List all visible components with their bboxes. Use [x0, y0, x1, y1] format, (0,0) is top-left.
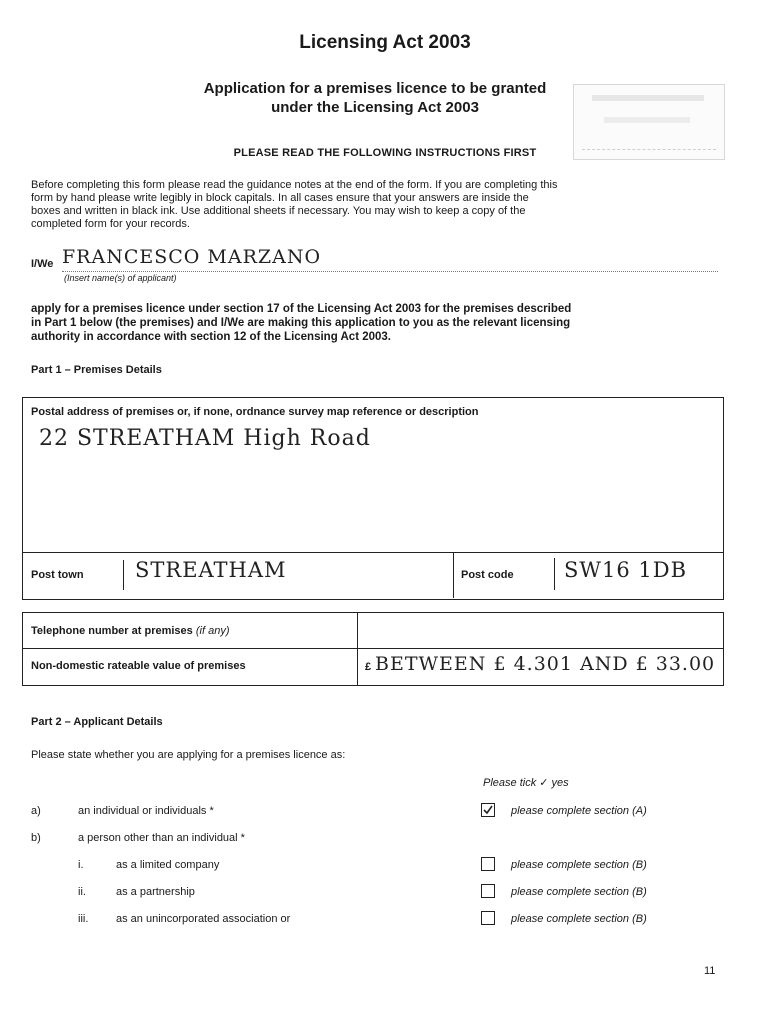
post-town-label: Post town: [31, 569, 84, 581]
table-row-divider: [23, 648, 723, 649]
telephone-label: [31, 625, 229, 637]
tick-column-header: Please tick ✓ yes: [483, 777, 569, 789]
option-marker: ii.: [78, 886, 86, 898]
option-marker: b): [31, 832, 41, 844]
address-value[interactable]: 22 STREATHAM High Road: [39, 426, 371, 451]
instructions-line: form by hand please write legibly in block capitals. In all cases ensure that your answers are inside the: [31, 192, 529, 204]
option-marker: i.: [78, 859, 84, 871]
premises-address-box: [22, 397, 724, 600]
address-divider: [23, 552, 723, 553]
part1-heading: Part 1 – Premises Details: [31, 364, 162, 376]
limited-company-checkbox[interactable]: [481, 857, 495, 871]
instructions-line: boxes and written in black ink. Use additional sheets if necessary. You may wish to keep a copy of the: [31, 205, 526, 217]
part2-heading: Part 2 – Applicant Details: [31, 716, 163, 728]
application-subtitle-line2: under the Licensing Act 2003: [271, 99, 479, 116]
option-individual-text: an individual or individuals *: [78, 805, 214, 817]
declaration-line: apply for a premises licence under section 17 of the Licensing Act 2003 for the premises described: [31, 303, 572, 315]
declaration-line: in Part 1 below (the premises) and I/We are making this application to you as the relevant licensing: [31, 317, 571, 329]
applicant-label: I/We: [31, 258, 54, 270]
telephone-hint: (if any): [195, 625, 230, 637]
option-partnership-text: as a partnership: [116, 886, 195, 898]
option-unincorporated-text: as an unincorporated association or: [116, 913, 291, 925]
rateable-currency-prefix: £: [365, 661, 372, 673]
post-code-separator: [453, 552, 454, 598]
option-unincorporated-tick-text: please complete section (B): [511, 913, 647, 925]
individual-checkbox[interactable]: [481, 803, 495, 817]
option-non-individual-text: a person other than an individual *: [78, 832, 245, 844]
post-code-value-separator: [554, 558, 555, 590]
post-town-value[interactable]: STREATHAM: [135, 558, 287, 582]
page-number: 11: [704, 965, 716, 977]
option-limited-company-tick-text: please complete section (B): [511, 859, 647, 871]
telephone-label-text: Telephone number at premises: [31, 625, 193, 637]
telephone-value[interactable]: [365, 619, 715, 643]
declaration-paragraph: [31, 302, 731, 344]
option-individual-tick-text: please complete section (A): [511, 805, 647, 817]
post-code-label: Post code: [461, 569, 514, 581]
instructions-heading: PLEASE READ THE FOLLOWING INSTRUCTIONS FIRST: [233, 147, 537, 159]
rateable-value[interactable]: BETWEEN £ 4.301 AND £ 33.00: [375, 653, 716, 675]
declaration-line: authority in accordance with section 12 of the Licensing Act 2003.: [31, 331, 391, 343]
telephone-rateable-table: [22, 612, 724, 686]
option-marker: iii.: [78, 913, 89, 925]
instructions-line: completed form for your records.: [31, 218, 190, 230]
option-marker: a): [31, 805, 41, 817]
option-partnership-tick-text: please complete section (B): [511, 886, 647, 898]
application-subtitle-line1: Application for a premises licence to be granted: [203, 80, 547, 97]
applicant-name-underline: [62, 271, 718, 272]
instructions-paragraph: [31, 179, 731, 231]
instructions-line: Before completing this form please read the guidance notes at the end of the form. If you are completing this: [31, 179, 558, 191]
option-limited-company-text: as a limited company: [116, 859, 220, 871]
rateable-value-label: Non-domestic rateable value of premises: [31, 660, 246, 672]
post-code-value[interactable]: SW16 1DB: [564, 558, 687, 582]
applicant-name-hint: (Insert name(s) of applicant): [64, 273, 177, 283]
table-column-divider: [357, 613, 358, 685]
partnership-checkbox[interactable]: [481, 884, 495, 898]
check-icon: [482, 804, 494, 816]
applicant-name-value[interactable]: FRANCESCO MARZANO: [62, 246, 322, 268]
address-label: Postal address of premises or, if none, ordnance survey map reference or description: [31, 406, 479, 418]
unincorporated-checkbox[interactable]: [481, 911, 495, 925]
post-town-separator: [123, 560, 124, 590]
document-title: Licensing Act 2003: [299, 32, 471, 53]
part2-intro: Please state whether you are applying for a premises licence as:: [31, 749, 346, 761]
